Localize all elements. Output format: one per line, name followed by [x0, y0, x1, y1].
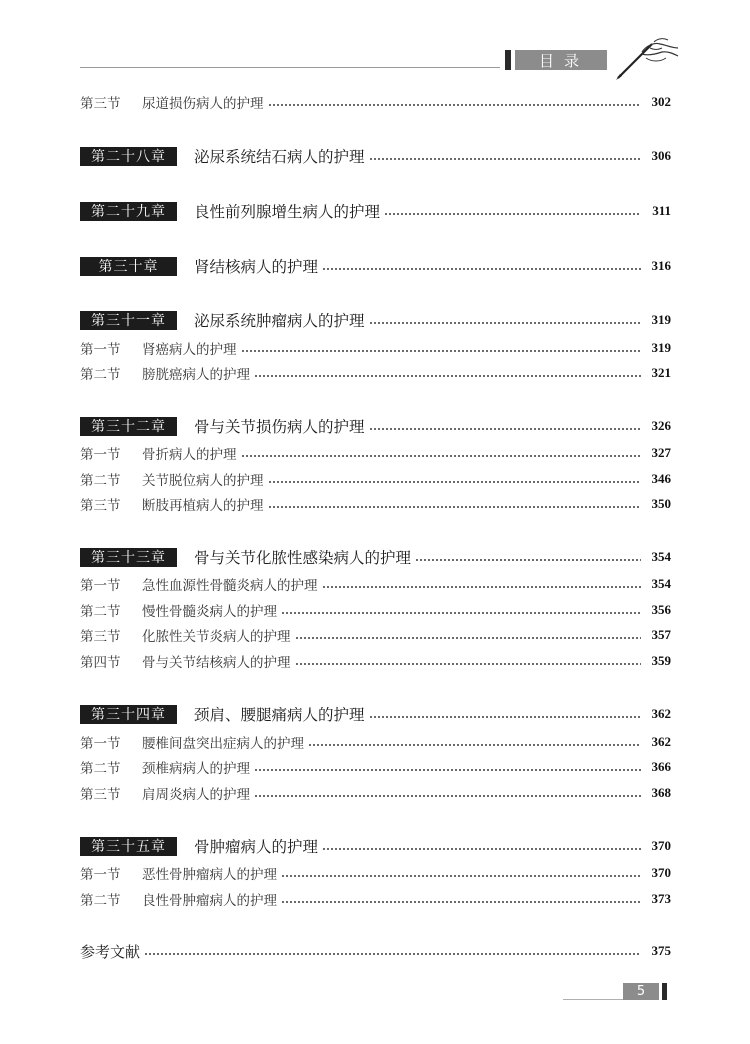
- toc-section-row: [80, 468, 671, 490]
- chapter-label: 第三十章: [80, 257, 177, 276]
- page-ref: 368: [651, 785, 671, 800]
- footer-rule: [563, 999, 623, 1000]
- dot-leader: [415, 559, 641, 561]
- section-title: 颈椎病病人的护理: [142, 761, 250, 777]
- dot-leader: [369, 428, 641, 430]
- dot-leader: [254, 375, 641, 377]
- section-label: 第二节: [80, 473, 121, 489]
- chapter-title: 骨与关节化脓性感染病人的护理: [194, 549, 412, 567]
- header-accent-bar: [505, 50, 511, 70]
- toc-section-row: [80, 599, 671, 621]
- dot-leader: [144, 953, 641, 955]
- dot-leader: [322, 268, 641, 270]
- page-ref: 356: [651, 602, 671, 617]
- dot-leader: [308, 744, 641, 746]
- section-label: 第四节: [80, 655, 121, 671]
- section-title: 膀胱癌病人的护理: [142, 367, 250, 383]
- toc-section-row: [80, 573, 671, 595]
- header-title: 目录: [515, 50, 607, 70]
- dot-leader: [268, 104, 642, 106]
- header-rule: [80, 67, 500, 68]
- chapter-label: 第二十八章: [80, 147, 177, 166]
- toc-chapter-row: [80, 415, 671, 437]
- toc-chapter-row: [80, 835, 671, 857]
- page-ref: 354: [651, 576, 671, 591]
- entry-title: 参考文献: [80, 942, 141, 961]
- toc-section-row: [80, 624, 671, 646]
- page-ref: 319: [651, 312, 671, 327]
- section-title: 尿道损伤病人的护理: [142, 96, 264, 112]
- toc-section-row: [80, 442, 671, 464]
- section-label: 第二节: [80, 367, 121, 383]
- section-title: 恶性骨肿瘤病人的护理: [142, 867, 277, 883]
- page-ref: 306: [651, 148, 671, 163]
- toc-section-row: [80, 731, 671, 753]
- section-label: 第三节: [80, 629, 121, 645]
- toc-chapter-row: [80, 309, 671, 331]
- toc-chapter-row: [80, 703, 671, 725]
- section-title: 骨折病人的护理: [142, 447, 237, 463]
- section-label: 第二节: [80, 604, 121, 620]
- dot-leader: [254, 769, 641, 771]
- section-title: 肾癌病人的护理: [142, 342, 237, 358]
- chapter-title: 良性前列腺增生病人的护理: [194, 203, 381, 221]
- chapter-label: 第三十三章: [80, 548, 177, 567]
- dot-leader: [254, 795, 641, 797]
- toc-chapter-row: [80, 255, 671, 277]
- chapter-title: 骨肿瘤病人的护理: [194, 838, 319, 856]
- dot-leader: [369, 716, 641, 718]
- toc-section-row: [80, 91, 671, 113]
- page-ref: 362: [651, 734, 671, 749]
- toc-section-row: [80, 337, 671, 359]
- section-label: 第一节: [80, 447, 121, 463]
- page-ref: 359: [651, 653, 671, 668]
- toc-chapter-row: [80, 145, 671, 167]
- toc-section-row: [80, 756, 671, 778]
- toc-section-row: [80, 362, 671, 384]
- footer-accent-bar: [662, 983, 667, 1000]
- page-ref: 354: [651, 549, 671, 564]
- chapter-title: 泌尿系统肿瘤病人的护理: [194, 312, 365, 330]
- page-ref: 357: [651, 627, 671, 642]
- chapter-label: 第三十二章: [80, 417, 177, 436]
- pen-hand-icon: [612, 36, 680, 80]
- page-ref: 302: [651, 94, 671, 109]
- section-label: 第一节: [80, 342, 121, 358]
- dot-leader: [268, 481, 642, 483]
- section-label: 第三节: [80, 498, 121, 514]
- chapter-label: 第三十一章: [80, 311, 177, 330]
- section-title: 化脓性关节炎病人的护理: [142, 629, 291, 645]
- section-title: 关节脱位病人的护理: [142, 473, 264, 489]
- section-label: 第三节: [80, 96, 121, 112]
- section-title: 断肢再植病人的护理: [142, 498, 264, 514]
- toc-chapter-row: [80, 200, 671, 222]
- chapter-label: 第三十五章: [80, 837, 177, 856]
- toc-section-row: [80, 493, 671, 515]
- section-title: 良性骨肿瘤病人的护理: [142, 893, 277, 909]
- dot-leader: [322, 848, 641, 850]
- section-label: 第三节: [80, 787, 121, 803]
- dot-leader: [369, 322, 641, 324]
- page-ref: 370: [651, 865, 671, 880]
- dot-leader: [322, 586, 642, 588]
- toc-section-row: [80, 650, 671, 672]
- page-ref: 321: [651, 365, 671, 380]
- chapter-title: 颈肩、腰腿痛病人的护理: [194, 706, 365, 724]
- section-label: 第二节: [80, 893, 121, 909]
- page-ref: 311: [652, 203, 671, 218]
- dot-leader: [281, 901, 641, 903]
- page-ref: 326: [651, 418, 671, 433]
- dot-leader: [281, 875, 641, 877]
- page-ref: 327: [651, 445, 671, 460]
- section-title: 骨与关节结核病人的护理: [142, 655, 291, 671]
- dot-leader: [241, 455, 642, 457]
- page-ref: 346: [651, 471, 671, 486]
- toc-entry-row: [80, 940, 671, 962]
- toc-chapter-row: [80, 546, 671, 568]
- section-label: 第一节: [80, 867, 121, 883]
- dot-leader: [241, 350, 642, 352]
- page-ref: 370: [651, 838, 671, 853]
- page-ref: 362: [651, 706, 671, 721]
- section-title: 慢性骨髓炎病人的护理: [142, 604, 277, 620]
- section-label: 第一节: [80, 578, 121, 594]
- chapter-label: 第二十九章: [80, 202, 177, 221]
- dot-leader: [295, 637, 642, 639]
- dot-leader: [281, 612, 641, 614]
- section-title: 肩周炎病人的护理: [142, 787, 250, 803]
- toc-section-row: [80, 862, 671, 884]
- page-ref: 375: [651, 943, 671, 958]
- dot-leader: [369, 158, 641, 160]
- section-label: 第一节: [80, 736, 121, 752]
- section-title: 急性血源性骨髓炎病人的护理: [142, 578, 318, 594]
- page-ref: 373: [651, 891, 671, 906]
- chapter-label: 第三十四章: [80, 705, 177, 724]
- chapter-title: 骨与关节损伤病人的护理: [194, 418, 365, 436]
- section-label: 第二节: [80, 761, 121, 777]
- page-ref: 316: [651, 258, 671, 273]
- page-ref: 350: [651, 496, 671, 511]
- toc-section-row: [80, 782, 671, 804]
- dot-leader: [295, 663, 642, 665]
- page-ref: 366: [651, 759, 671, 774]
- section-title: 腰椎间盘突出症病人的护理: [142, 736, 304, 752]
- dot-leader: [268, 506, 642, 508]
- chapter-title: 肾结核病人的护理: [194, 258, 319, 276]
- page-ref: 319: [651, 340, 671, 355]
- page-number: 5: [623, 983, 659, 1000]
- toc-section-row: [80, 888, 671, 910]
- dot-leader: [384, 213, 641, 215]
- chapter-title: 泌尿系统结石病人的护理: [194, 148, 365, 166]
